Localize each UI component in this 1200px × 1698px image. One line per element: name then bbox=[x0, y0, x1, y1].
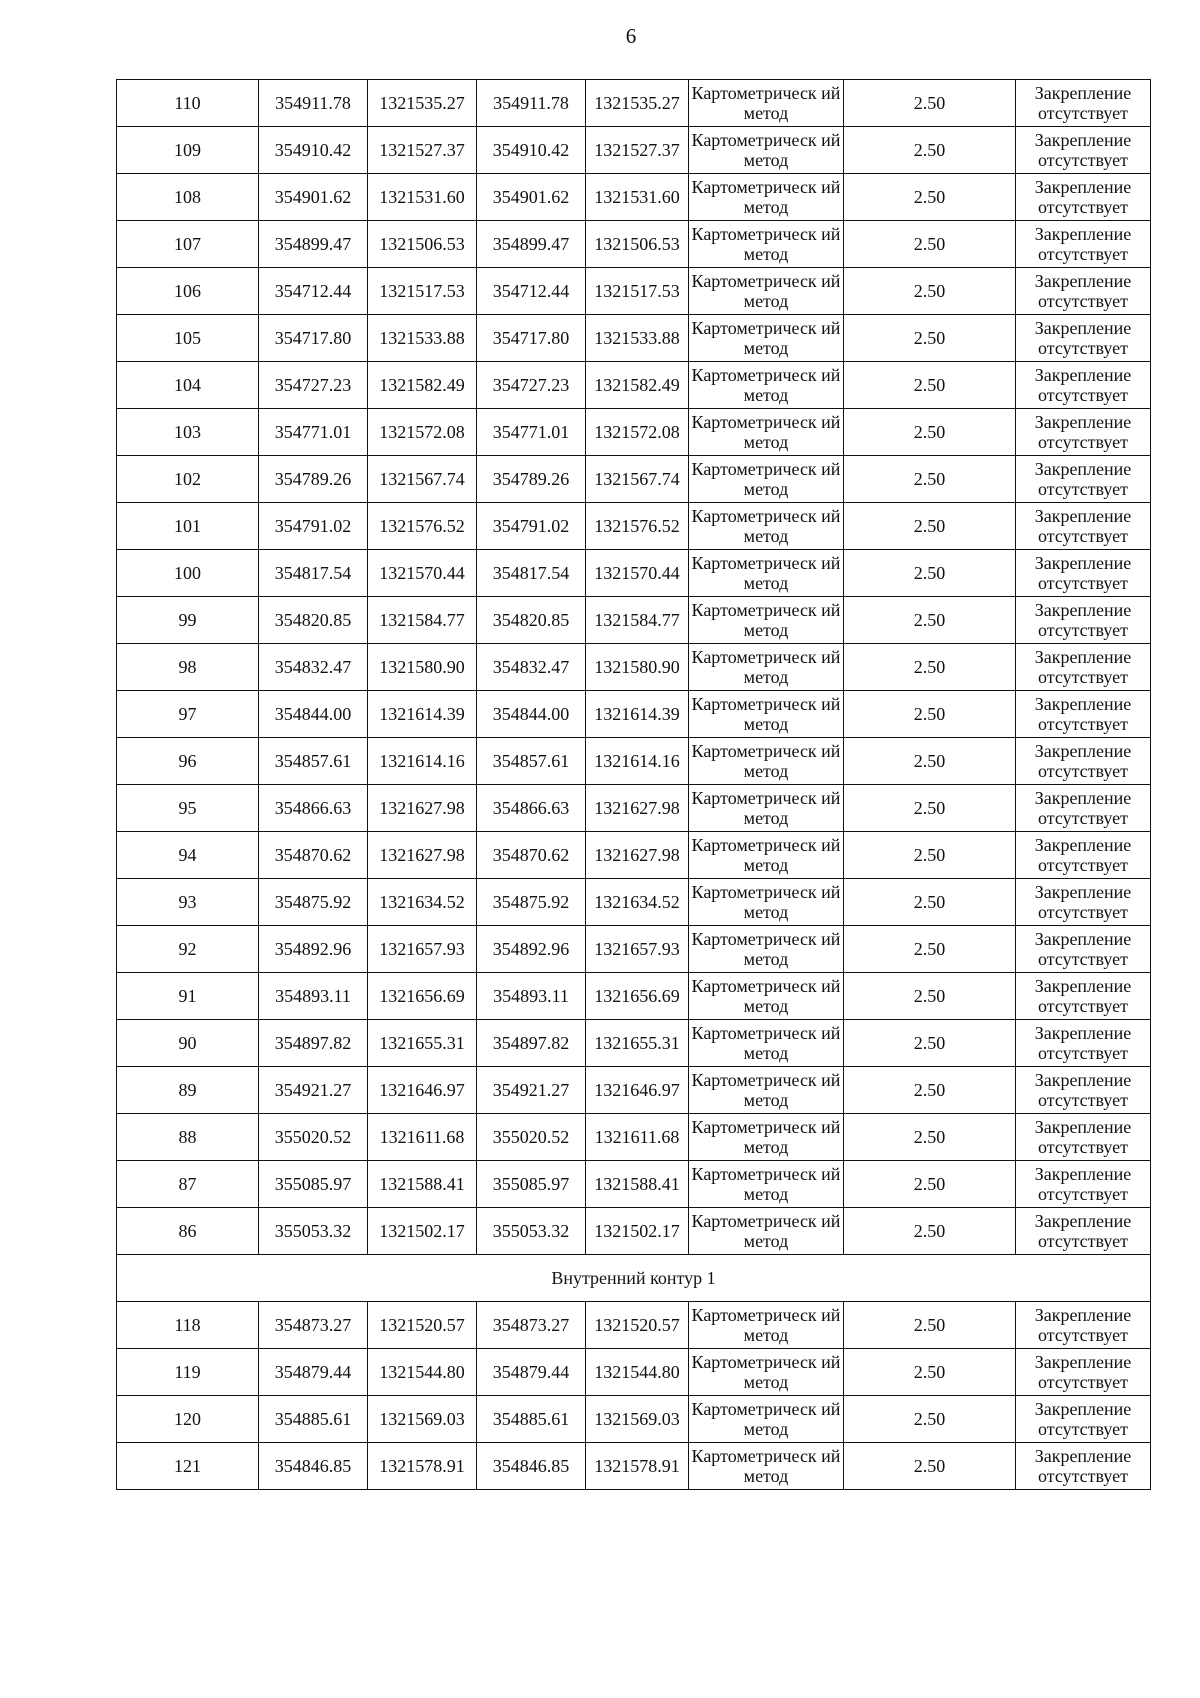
cell-fixation: Закрепление отсутствует bbox=[1016, 409, 1151, 456]
cell-y-coordinate-new: 1321656.69 bbox=[586, 973, 689, 1020]
cell-fixation: Закрепление отсутствует bbox=[1016, 1396, 1151, 1443]
cell-fixation: Закрепление отсутствует bbox=[1016, 1349, 1151, 1396]
cell-y-coordinate-new: 1321531.60 bbox=[586, 174, 689, 221]
cell-y-coordinate-new: 1321634.52 bbox=[586, 879, 689, 926]
cell-accuracy: 2.50 bbox=[844, 503, 1016, 550]
cell-point-number: 102 bbox=[117, 456, 259, 503]
cell-x-coordinate-new: 354820.85 bbox=[477, 597, 586, 644]
cell-point-number: 99 bbox=[117, 597, 259, 644]
cell-method: Картометрическ ий метод bbox=[689, 1349, 844, 1396]
cell-y-coordinate: 1321517.53 bbox=[368, 268, 477, 315]
cell-y-coordinate: 1321588.41 bbox=[368, 1161, 477, 1208]
cell-method: Картометрическ ий метод bbox=[689, 1396, 844, 1443]
cell-y-coordinate: 1321520.57 bbox=[368, 1302, 477, 1349]
cell-accuracy: 2.50 bbox=[844, 1443, 1016, 1490]
cell-y-coordinate-new: 1321533.88 bbox=[586, 315, 689, 362]
cell-x-coordinate: 354921.27 bbox=[259, 1067, 368, 1114]
cell-point-number: 96 bbox=[117, 738, 259, 785]
cell-method: Картометрическ ий метод bbox=[689, 1443, 844, 1490]
table-row bbox=[117, 879, 1151, 926]
cell-method: Картометрическ ий метод bbox=[689, 926, 844, 973]
table-row bbox=[117, 1161, 1151, 1208]
cell-fixation: Закрепление отсутствует bbox=[1016, 785, 1151, 832]
cell-y-coordinate-new: 1321580.90 bbox=[586, 644, 689, 691]
cell-x-coordinate-new: 354873.27 bbox=[477, 1302, 586, 1349]
cell-fixation: Закрепление отсутствует bbox=[1016, 221, 1151, 268]
cell-fixation: Закрепление отсутствует bbox=[1016, 503, 1151, 550]
cell-y-coordinate-new: 1321570.44 bbox=[586, 550, 689, 597]
cell-method: Картометрическ ий метод bbox=[689, 597, 844, 644]
cell-fixation: Закрепление отсутствует bbox=[1016, 550, 1151, 597]
cell-fixation: Закрепление отсутствует bbox=[1016, 268, 1151, 315]
table-row bbox=[117, 456, 1151, 503]
cell-accuracy: 2.50 bbox=[844, 127, 1016, 174]
cell-y-coordinate-new: 1321657.93 bbox=[586, 926, 689, 973]
cell-fixation: Закрепление отсутствует bbox=[1016, 80, 1151, 127]
cell-method: Картометрическ ий метод bbox=[689, 1020, 844, 1067]
cell-y-coordinate: 1321614.39 bbox=[368, 691, 477, 738]
table-section bbox=[117, 1255, 1151, 1302]
table-row bbox=[117, 1302, 1151, 1349]
cell-method: Картометрическ ий метод bbox=[689, 456, 844, 503]
cell-fixation: Закрепление отсутствует bbox=[1016, 127, 1151, 174]
table-row bbox=[117, 1443, 1151, 1490]
cell-x-coordinate: 354897.82 bbox=[259, 1020, 368, 1067]
cell-x-coordinate-new: 354846.85 bbox=[477, 1443, 586, 1490]
cell-y-coordinate-new: 1321527.37 bbox=[586, 127, 689, 174]
cell-accuracy: 2.50 bbox=[844, 268, 1016, 315]
table-row bbox=[117, 503, 1151, 550]
cell-method: Картометрическ ий метод bbox=[689, 503, 844, 550]
table-row bbox=[117, 1396, 1151, 1443]
cell-y-coordinate-new: 1321506.53 bbox=[586, 221, 689, 268]
cell-x-coordinate-new: 354901.62 bbox=[477, 174, 586, 221]
cell-y-coordinate-new: 1321655.31 bbox=[586, 1020, 689, 1067]
cell-fixation: Закрепление отсутствует bbox=[1016, 362, 1151, 409]
cell-point-number: 108 bbox=[117, 174, 259, 221]
cell-accuracy: 2.50 bbox=[844, 1114, 1016, 1161]
cell-accuracy: 2.50 bbox=[844, 456, 1016, 503]
table-row bbox=[117, 1067, 1151, 1114]
cell-y-coordinate-new: 1321569.03 bbox=[586, 1396, 689, 1443]
cell-x-coordinate: 355020.52 bbox=[259, 1114, 368, 1161]
cell-method: Картометрическ ий метод bbox=[689, 315, 844, 362]
cell-y-coordinate-new: 1321646.97 bbox=[586, 1067, 689, 1114]
cell-fixation: Закрепление отсутствует bbox=[1016, 738, 1151, 785]
cell-method: Картометрическ ий метод bbox=[689, 832, 844, 879]
cell-x-coordinate-new: 354885.61 bbox=[477, 1396, 586, 1443]
table-row bbox=[117, 1114, 1151, 1161]
cell-fixation: Закрепление отсутствует bbox=[1016, 174, 1151, 221]
cell-point-number: 88 bbox=[117, 1114, 259, 1161]
cell-accuracy: 2.50 bbox=[844, 362, 1016, 409]
cell-fixation: Закрепление отсутствует bbox=[1016, 1302, 1151, 1349]
cell-x-coordinate-new: 354899.47 bbox=[477, 221, 586, 268]
cell-y-coordinate-new: 1321614.39 bbox=[586, 691, 689, 738]
cell-y-coordinate: 1321657.93 bbox=[368, 926, 477, 973]
cell-y-coordinate-new: 1321567.74 bbox=[586, 456, 689, 503]
cell-x-coordinate: 354727.23 bbox=[259, 362, 368, 409]
cell-x-coordinate: 354771.01 bbox=[259, 409, 368, 456]
cell-fixation: Закрепление отсутствует bbox=[1016, 973, 1151, 1020]
cell-point-number: 119 bbox=[117, 1349, 259, 1396]
cell-method: Картометрическ ий метод bbox=[689, 644, 844, 691]
cell-accuracy: 2.50 bbox=[844, 926, 1016, 973]
table-row bbox=[117, 268, 1151, 315]
cell-y-coordinate: 1321567.74 bbox=[368, 456, 477, 503]
cell-x-coordinate: 354873.27 bbox=[259, 1302, 368, 1349]
table-row bbox=[117, 1208, 1151, 1255]
cell-y-coordinate: 1321570.44 bbox=[368, 550, 477, 597]
cell-fixation: Закрепление отсутствует bbox=[1016, 879, 1151, 926]
cell-accuracy: 2.50 bbox=[844, 644, 1016, 691]
cell-method: Картометрическ ий метод bbox=[689, 1208, 844, 1255]
cell-fixation: Закрепление отсутствует bbox=[1016, 315, 1151, 362]
cell-x-coordinate: 354846.85 bbox=[259, 1443, 368, 1490]
table-row bbox=[117, 738, 1151, 785]
cell-point-number: 105 bbox=[117, 315, 259, 362]
cell-y-coordinate: 1321502.17 bbox=[368, 1208, 477, 1255]
cell-point-number: 87 bbox=[117, 1161, 259, 1208]
cell-point-number: 120 bbox=[117, 1396, 259, 1443]
cell-method: Картометрическ ий метод bbox=[689, 785, 844, 832]
cell-y-coordinate-new: 1321611.68 bbox=[586, 1114, 689, 1161]
cell-x-coordinate: 354885.61 bbox=[259, 1396, 368, 1443]
table-row bbox=[117, 221, 1151, 268]
cell-y-coordinate: 1321535.27 bbox=[368, 80, 477, 127]
cell-x-coordinate-new: 354910.42 bbox=[477, 127, 586, 174]
cell-y-coordinate: 1321627.98 bbox=[368, 832, 477, 879]
cell-fixation: Закрепление отсутствует bbox=[1016, 926, 1151, 973]
cell-y-coordinate-new: 1321582.49 bbox=[586, 362, 689, 409]
cell-x-coordinate-new: 355053.32 bbox=[477, 1208, 586, 1255]
cell-x-coordinate-new: 354712.44 bbox=[477, 268, 586, 315]
cell-point-number: 121 bbox=[117, 1443, 259, 1490]
cell-x-coordinate-new: 354866.63 bbox=[477, 785, 586, 832]
cell-point-number: 98 bbox=[117, 644, 259, 691]
cell-accuracy: 2.50 bbox=[844, 1161, 1016, 1208]
cell-fixation: Закрепление отсутствует bbox=[1016, 1161, 1151, 1208]
cell-accuracy: 2.50 bbox=[844, 80, 1016, 127]
cell-accuracy: 2.50 bbox=[844, 879, 1016, 926]
table-row bbox=[117, 80, 1151, 127]
cell-x-coordinate-new: 354817.54 bbox=[477, 550, 586, 597]
cell-y-coordinate-new: 1321576.52 bbox=[586, 503, 689, 550]
cell-accuracy: 2.50 bbox=[844, 738, 1016, 785]
cell-y-coordinate: 1321580.90 bbox=[368, 644, 477, 691]
cell-method: Картометрическ ий метод bbox=[689, 1302, 844, 1349]
cell-point-number: 109 bbox=[117, 127, 259, 174]
cell-point-number: 89 bbox=[117, 1067, 259, 1114]
cell-accuracy: 2.50 bbox=[844, 315, 1016, 362]
table-row bbox=[117, 174, 1151, 221]
cell-y-coordinate-new: 1321627.98 bbox=[586, 785, 689, 832]
cell-method: Картометрическ ий метод bbox=[689, 1067, 844, 1114]
cell-method: Картометрическ ий метод bbox=[689, 268, 844, 315]
cell-fixation: Закрепление отсутствует bbox=[1016, 1208, 1151, 1255]
cell-x-coordinate-new: 354832.47 bbox=[477, 644, 586, 691]
cell-method: Картометрическ ий метод bbox=[689, 550, 844, 597]
cell-y-coordinate: 1321627.98 bbox=[368, 785, 477, 832]
cell-y-coordinate: 1321544.80 bbox=[368, 1349, 477, 1396]
page-number: 6 bbox=[625, 24, 637, 48]
cell-fixation: Закрепление отсутствует bbox=[1016, 1114, 1151, 1161]
cell-method: Картометрическ ий метод bbox=[689, 691, 844, 738]
cell-point-number: 97 bbox=[117, 691, 259, 738]
cell-x-coordinate-new: 354897.82 bbox=[477, 1020, 586, 1067]
cell-fixation: Закрепление отсутствует bbox=[1016, 832, 1151, 879]
cell-x-coordinate: 354875.92 bbox=[259, 879, 368, 926]
cell-x-coordinate: 354910.42 bbox=[259, 127, 368, 174]
cell-method: Картометрическ ий метод bbox=[689, 127, 844, 174]
cell-x-coordinate-new: 354870.62 bbox=[477, 832, 586, 879]
cell-point-number: 93 bbox=[117, 879, 259, 926]
cell-y-coordinate: 1321582.49 bbox=[368, 362, 477, 409]
cell-x-coordinate: 354893.11 bbox=[259, 973, 368, 1020]
cell-accuracy: 2.50 bbox=[844, 1302, 1016, 1349]
cell-x-coordinate-new: 354892.96 bbox=[477, 926, 586, 973]
cell-x-coordinate: 354857.61 bbox=[259, 738, 368, 785]
cell-accuracy: 2.50 bbox=[844, 1208, 1016, 1255]
cell-x-coordinate: 354844.00 bbox=[259, 691, 368, 738]
cell-y-coordinate-new: 1321627.98 bbox=[586, 832, 689, 879]
cell-accuracy: 2.50 bbox=[844, 973, 1016, 1020]
cell-x-coordinate-new: 354879.44 bbox=[477, 1349, 586, 1396]
cell-x-coordinate-new: 354717.80 bbox=[477, 315, 586, 362]
cell-point-number: 90 bbox=[117, 1020, 259, 1067]
cell-method: Картометрическ ий метод bbox=[689, 1161, 844, 1208]
cell-x-coordinate-new: 355020.52 bbox=[477, 1114, 586, 1161]
cell-x-coordinate-new: 354844.00 bbox=[477, 691, 586, 738]
cell-y-coordinate: 1321584.77 bbox=[368, 597, 477, 644]
cell-fixation: Закрепление отсутствует bbox=[1016, 1020, 1151, 1067]
cell-method: Картометрическ ий метод bbox=[689, 80, 844, 127]
cell-x-coordinate-new: 354857.61 bbox=[477, 738, 586, 785]
cell-accuracy: 2.50 bbox=[844, 409, 1016, 456]
cell-x-coordinate: 354870.62 bbox=[259, 832, 368, 879]
cell-accuracy: 2.50 bbox=[844, 174, 1016, 221]
cell-point-number: 107 bbox=[117, 221, 259, 268]
table-body-main bbox=[117, 80, 1151, 1255]
cell-x-coordinate: 354791.02 bbox=[259, 503, 368, 550]
cell-y-coordinate: 1321569.03 bbox=[368, 1396, 477, 1443]
cell-method: Картометрическ ий метод bbox=[689, 362, 844, 409]
cell-x-coordinate-new: 354791.02 bbox=[477, 503, 586, 550]
cell-x-coordinate: 354879.44 bbox=[259, 1349, 368, 1396]
cell-x-coordinate-new: 354771.01 bbox=[477, 409, 586, 456]
cell-x-coordinate: 355085.97 bbox=[259, 1161, 368, 1208]
cell-accuracy: 2.50 bbox=[844, 785, 1016, 832]
cell-y-coordinate-new: 1321517.53 bbox=[586, 268, 689, 315]
table-row bbox=[117, 832, 1151, 879]
cell-fixation: Закрепление отсутствует bbox=[1016, 691, 1151, 738]
table-row bbox=[117, 973, 1151, 1020]
cell-y-coordinate: 1321576.52 bbox=[368, 503, 477, 550]
cell-x-coordinate: 354911.78 bbox=[259, 80, 368, 127]
cell-x-coordinate: 354789.26 bbox=[259, 456, 368, 503]
cell-y-coordinate: 1321578.91 bbox=[368, 1443, 477, 1490]
cell-x-coordinate-new: 355085.97 bbox=[477, 1161, 586, 1208]
cell-method: Картометрическ ий метод bbox=[689, 879, 844, 926]
cell-y-coordinate: 1321656.69 bbox=[368, 973, 477, 1020]
cell-point-number: 103 bbox=[117, 409, 259, 456]
table-row bbox=[117, 315, 1151, 362]
cell-accuracy: 2.50 bbox=[844, 1067, 1016, 1114]
cell-accuracy: 2.50 bbox=[844, 597, 1016, 644]
cell-x-coordinate: 354712.44 bbox=[259, 268, 368, 315]
cell-accuracy: 2.50 bbox=[844, 1396, 1016, 1443]
cell-x-coordinate-new: 354789.26 bbox=[477, 456, 586, 503]
cell-point-number: 94 bbox=[117, 832, 259, 879]
cell-method: Картометрическ ий метод bbox=[689, 1114, 844, 1161]
cell-point-number: 118 bbox=[117, 1302, 259, 1349]
table-row bbox=[117, 409, 1151, 456]
cell-method: Картометрическ ий метод bbox=[689, 174, 844, 221]
cell-y-coordinate: 1321531.60 bbox=[368, 174, 477, 221]
cell-x-coordinate: 354717.80 bbox=[259, 315, 368, 362]
cell-method: Картометрическ ий метод bbox=[689, 973, 844, 1020]
cell-point-number: 110 bbox=[117, 80, 259, 127]
table-row bbox=[117, 127, 1151, 174]
section-title: Внутренний контур 1 bbox=[117, 1255, 1151, 1302]
table-row bbox=[117, 785, 1151, 832]
cell-y-coordinate: 1321533.88 bbox=[368, 315, 477, 362]
cell-accuracy: 2.50 bbox=[844, 1020, 1016, 1067]
cell-accuracy: 2.50 bbox=[844, 832, 1016, 879]
cell-y-coordinate-new: 1321520.57 bbox=[586, 1302, 689, 1349]
cell-x-coordinate: 354892.96 bbox=[259, 926, 368, 973]
cell-y-coordinate: 1321634.52 bbox=[368, 879, 477, 926]
table-row bbox=[117, 1349, 1151, 1396]
cell-x-coordinate: 354817.54 bbox=[259, 550, 368, 597]
table-row bbox=[117, 691, 1151, 738]
cell-point-number: 92 bbox=[117, 926, 259, 973]
cell-accuracy: 2.50 bbox=[844, 691, 1016, 738]
section-row bbox=[117, 1255, 1151, 1302]
cell-method: Картометрическ ий метод bbox=[689, 221, 844, 268]
cell-y-coordinate-new: 1321502.17 bbox=[586, 1208, 689, 1255]
table-body-inner bbox=[117, 1302, 1151, 1490]
cell-fixation: Закрепление отсутствует bbox=[1016, 597, 1151, 644]
cell-method: Картометрическ ий метод bbox=[689, 409, 844, 456]
cell-point-number: 104 bbox=[117, 362, 259, 409]
coordinates-table bbox=[116, 79, 1151, 1490]
cell-accuracy: 2.50 bbox=[844, 550, 1016, 597]
cell-y-coordinate-new: 1321535.27 bbox=[586, 80, 689, 127]
cell-method: Картометрическ ий метод bbox=[689, 738, 844, 785]
cell-x-coordinate: 354899.47 bbox=[259, 221, 368, 268]
cell-point-number: 95 bbox=[117, 785, 259, 832]
cell-x-coordinate-new: 354893.11 bbox=[477, 973, 586, 1020]
table-row bbox=[117, 597, 1151, 644]
cell-y-coordinate: 1321527.37 bbox=[368, 127, 477, 174]
cell-x-coordinate-new: 354727.23 bbox=[477, 362, 586, 409]
cell-x-coordinate-new: 354911.78 bbox=[477, 80, 586, 127]
cell-y-coordinate-new: 1321584.77 bbox=[586, 597, 689, 644]
cell-point-number: 101 bbox=[117, 503, 259, 550]
cell-y-coordinate-new: 1321588.41 bbox=[586, 1161, 689, 1208]
cell-fixation: Закрепление отсутствует bbox=[1016, 1067, 1151, 1114]
cell-y-coordinate: 1321572.08 bbox=[368, 409, 477, 456]
cell-y-coordinate: 1321506.53 bbox=[368, 221, 477, 268]
cell-fixation: Закрепление отсутствует bbox=[1016, 644, 1151, 691]
cell-point-number: 86 bbox=[117, 1208, 259, 1255]
cell-y-coordinate: 1321611.68 bbox=[368, 1114, 477, 1161]
cell-accuracy: 2.50 bbox=[844, 221, 1016, 268]
cell-x-coordinate-new: 354921.27 bbox=[477, 1067, 586, 1114]
cell-accuracy: 2.50 bbox=[844, 1349, 1016, 1396]
cell-point-number: 91 bbox=[117, 973, 259, 1020]
table-row bbox=[117, 644, 1151, 691]
cell-y-coordinate-new: 1321572.08 bbox=[586, 409, 689, 456]
table-row bbox=[117, 926, 1151, 973]
cell-y-coordinate: 1321646.97 bbox=[368, 1067, 477, 1114]
cell-x-coordinate: 354820.85 bbox=[259, 597, 368, 644]
cell-y-coordinate-new: 1321578.91 bbox=[586, 1443, 689, 1490]
cell-fixation: Закрепление отсутствует bbox=[1016, 1443, 1151, 1490]
cell-x-coordinate: 354901.62 bbox=[259, 174, 368, 221]
cell-y-coordinate-new: 1321544.80 bbox=[586, 1349, 689, 1396]
cell-x-coordinate-new: 354875.92 bbox=[477, 879, 586, 926]
table-row bbox=[117, 362, 1151, 409]
cell-point-number: 100 bbox=[117, 550, 259, 597]
cell-fixation: Закрепление отсутствует bbox=[1016, 456, 1151, 503]
cell-point-number: 106 bbox=[117, 268, 259, 315]
cell-x-coordinate: 355053.32 bbox=[259, 1208, 368, 1255]
cell-x-coordinate: 354866.63 bbox=[259, 785, 368, 832]
cell-x-coordinate: 354832.47 bbox=[259, 644, 368, 691]
cell-y-coordinate: 1321614.16 bbox=[368, 738, 477, 785]
table-row bbox=[117, 550, 1151, 597]
cell-y-coordinate-new: 1321614.16 bbox=[586, 738, 689, 785]
cell-y-coordinate: 1321655.31 bbox=[368, 1020, 477, 1067]
table-row bbox=[117, 1020, 1151, 1067]
